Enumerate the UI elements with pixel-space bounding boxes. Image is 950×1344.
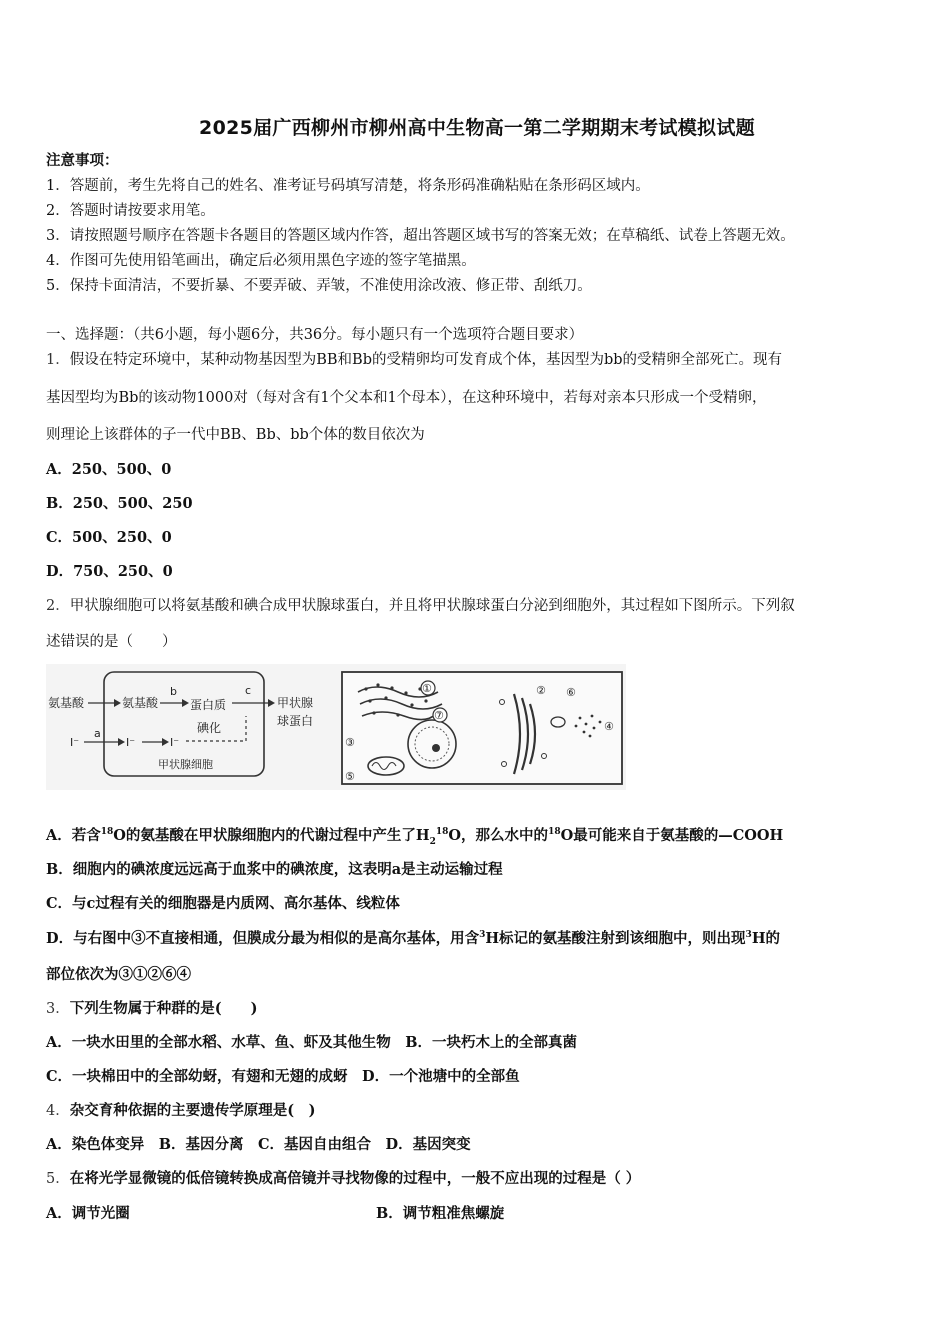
q3-options-cd: C．一块棉田中的全部幼蚜，有翅和无翅的成蚜 D．一个池塘中的全部鱼 xyxy=(46,1068,520,1085)
notice-item-5: 5．保持卡面清洁，不要折暴、不要弄破、弄皱，不准使用涂改液、修正带、刮纸刀。 xyxy=(46,278,592,294)
thyroid-cell-figure xyxy=(46,664,626,790)
q1-option-b: B．250、500、250 xyxy=(46,495,193,512)
cell-diagram-frame xyxy=(342,672,622,784)
q1-option-c: C．500、250、0 xyxy=(46,529,172,546)
q4-number: 4． xyxy=(46,1103,70,1119)
label-2: ② xyxy=(536,684,546,697)
q2-stem-1: 甲状腺细胞可以将氨基酸和碘合成甲状腺球蛋白，并且将甲状腺球蛋白分泌到细胞外，其过程如下图所示。下列叙 xyxy=(69,598,795,614)
label-iodization: 碘化 xyxy=(197,721,222,735)
label-thyroglobulin-1: 甲状腺 xyxy=(277,696,314,710)
q2-option-b: B．细胞内的碘浓度远远高于血浆中的碘浓度，这表明a是主动运输过程 xyxy=(46,861,503,878)
label-1: ① xyxy=(422,682,432,695)
q2-option-a: A．若含$^{18}$O的氨基酸在甲状腺细胞内的代谢过程中产生了$H_2^{18}O$，那么水中的$^{18}$O最可能来自于氨基酸的—COOH xyxy=(46,827,784,847)
q2-number: 2． xyxy=(46,598,70,614)
q1-option-d: D．750、250、0 xyxy=(46,563,173,580)
notice-heading: 注意事项： xyxy=(46,152,119,169)
label-a: a xyxy=(94,727,101,740)
q1-number: 1． xyxy=(46,352,70,368)
figure-svg xyxy=(46,664,626,790)
section-heading: 一、选择题：（共6小题，每小题6分，共36分。每小题只有一个选项符合题目要求） xyxy=(46,327,584,343)
notice-item-2: 2．答题时请按要求用笔。 xyxy=(46,203,215,219)
label-thyroid-cell: 甲状腺细胞 xyxy=(158,758,213,771)
label-3: ③ xyxy=(345,736,355,749)
q1-line-1 xyxy=(46,350,782,370)
q4-options: A．染色体变异 B．基因分离 C．基因自由组合 D．基因突变 xyxy=(46,1136,471,1153)
q4-stem-line xyxy=(46,1101,315,1121)
label-protein: 蛋白质 xyxy=(190,698,227,712)
label-amino-acid-outside: 氨基酸 xyxy=(48,696,85,710)
label-6: ⑥ xyxy=(566,686,576,699)
q3-stem-line xyxy=(46,999,257,1019)
notice-item-1: 1．答题前，考生先将自己的姓名、准考证号码填写清楚，将条形码准确粘贴在条形码区域内。 xyxy=(46,178,650,194)
q2-option-d: D．与右图中③不直接相通，但膜成分最为相似的是高尔基体，用含$^3$H标记的氨基酸注射到该细胞中，则出现$^3$H的 xyxy=(46,930,781,947)
q3-options-ab: A．一块水田里的全部水稻、水草、鱼、虾及其他生物 B．一块朽木上的全部真菌 xyxy=(46,1034,578,1051)
label-amino-acid-inside: 氨基酸 xyxy=(122,696,159,710)
q5-option-a: A．调节光圈 xyxy=(46,1205,130,1222)
q1-stem-1: 假设在特定环境中，某种动物基因型为BB和Bb的受精卵均可发育成个体，基因型为bb的受精卵全部死亡。现有 xyxy=(69,352,783,368)
q2-line-2: 述错误的是（ ） xyxy=(46,634,177,650)
notice-item-3: 3．请按照题号顺序在答题卡各题目的答题区域内作答，超出答题区域书写的答案无效；在草稿纸、试卷上答题无效。 xyxy=(46,228,795,244)
label-5: ⑤ xyxy=(345,770,355,783)
label-iodine: I⁻ xyxy=(170,736,180,749)
q1-line-2: 基因型均为Bb的该动物1000对（每对含有1个父本和1个母本），在这种环境中，若每对亲本只形成一个受精卵， xyxy=(46,390,767,406)
q1-line-3: 则理论上该群体的子一代中BB、Bb、bb个体的数目依次为 xyxy=(46,427,425,443)
q5-number: 5． xyxy=(46,1171,70,1187)
exam-title: 2025届广西柳州市柳州高中生物高一第二学期期末考试模拟试题 xyxy=(199,117,755,139)
q2-option-d-cont: 部位依次为③①②⑥④ xyxy=(46,966,191,983)
q2-option-c: C．与c过程有关的细胞器是内质网、高尔基体、线粒体 xyxy=(46,895,400,912)
label-thyroglobulin-2: 球蛋白 xyxy=(277,714,314,728)
label-c: c xyxy=(245,684,252,697)
label-b: b xyxy=(170,685,177,698)
label-iodide-outside: I⁻ xyxy=(70,736,80,749)
q4-stem: 杂交育种依据的主要遗传学原理是( ) xyxy=(69,1102,316,1119)
q5-option-b: B．调节粗准焦螺旋 xyxy=(376,1205,505,1222)
notice-item-4: 4．作图可先使用铅笔画出，确定后必须用黑色字迹的签字笔描黑。 xyxy=(46,253,476,269)
q1-option-a: A．250、500、0 xyxy=(46,461,172,478)
label-4: ④ xyxy=(604,720,614,733)
q3-number: 3． xyxy=(46,1001,70,1017)
q5-stem: 在将光学显微镜的低倍镜转换成高倍镜并寻找物像的过程中，一般不应出现的过程是（ ） xyxy=(69,1170,641,1187)
q2-line-1 xyxy=(46,596,795,616)
label-iodide-inside: I⁻ xyxy=(126,736,136,749)
label-7: ⑦ xyxy=(434,709,444,722)
q5-stem-line xyxy=(46,1169,640,1189)
q3-stem: 下列生物属于种群的是( ) xyxy=(69,1000,258,1017)
